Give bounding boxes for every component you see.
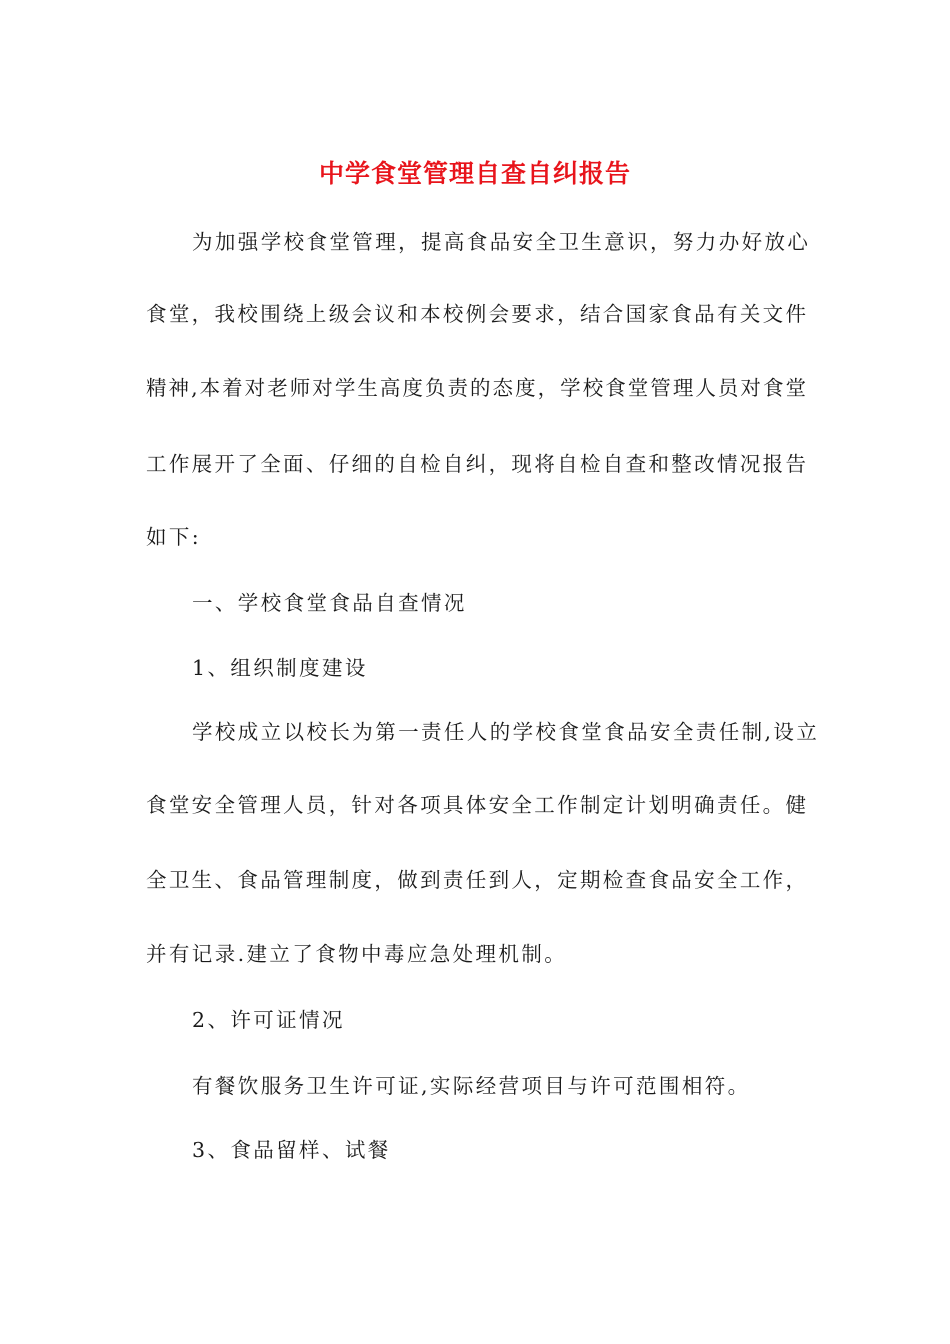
paragraph-intro-line-4: 工作展开了全面、仔细的自检自纠，现将自检自查和整改情况报告 [146,452,806,476]
paragraph-license: 有餐饮服务卫生许可证,实际经营项目与许可范围相符。 [192,1074,751,1098]
subsection-heading-1: 1、组织制度建设 [192,656,368,680]
subsection-heading-3: 3、食品留样、试餐 [192,1138,391,1162]
paragraph-organization-line-2: 食堂安全管理人员，针对各项具体安全工作制定计划明确责任。健 [146,793,806,817]
subsection-heading-2: 2、许可证情况 [192,1008,345,1032]
paragraph-organization-line-1: 学校成立以校长为第一责任人的学校食堂食品安全责任制,设立 [192,720,820,744]
paragraph-intro-line-5: 如下: [146,525,202,549]
paragraph-intro-line-3: 精神,本着对老师对学生高度负责的态度，学校食堂管理人员对食堂 [146,376,806,400]
paragraph-intro-line-1: 为加强学校食堂管理，提高食品安全卫生意识，努力办好放心 [192,230,811,254]
section-heading-1: 一、学校食堂食品自查情况 [192,591,467,615]
paragraph-organization-line-3: 全卫生、食品管理制度，做到责任到人，定期检查食品安全工作， [146,868,806,892]
paragraph-intro-line-2: 食堂，我校围绕上级会议和本校例会要求，结合国家食品有关文件 [146,302,806,326]
document-title: 中学食堂管理自查自纠报告 [318,159,631,188]
paragraph-organization-line-4: 并有记录.建立了食物中毒应急处理机制。 [146,942,568,966]
